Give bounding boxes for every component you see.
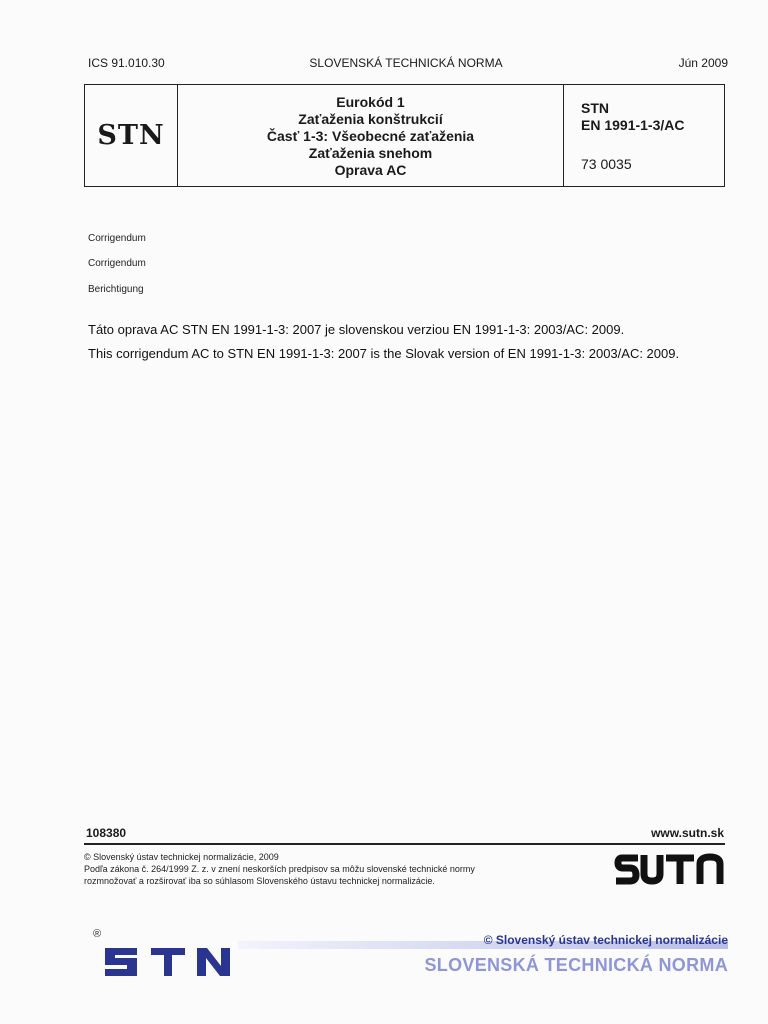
norma-banner: SLOVENSKÁ TECHNICKÁ NORMA xyxy=(424,955,728,975)
footer-divider xyxy=(84,843,725,845)
standard-title xyxy=(178,85,564,186)
language-title-en: Corrigendum xyxy=(88,233,146,244)
sutn-logo-icon xyxy=(614,852,726,886)
title-box xyxy=(84,84,725,187)
document-number: 108380 xyxy=(86,826,127,840)
stn-brand-logo-icon xyxy=(103,944,233,978)
body-text-english: This corrigendum AC to STN EN 1991-1-3: 2007 is the Slovak version of EN 1991-1-3: 2003/AC: 2009. xyxy=(88,346,680,361)
title-line: Zaťaženia konštrukcií xyxy=(298,111,443,127)
title-line: Eurokód 1 xyxy=(336,94,405,110)
copyright-note: © Slovenský ústav technickej normalizácie, 2009 xyxy=(84,852,279,862)
header-standard-name: SLOVENSKÁ TECHNICKÁ NORMA xyxy=(309,56,503,70)
stn-logo xyxy=(85,85,178,186)
website-link[interactable]: www.sutn.sk xyxy=(651,826,724,840)
sutn-copyright: © Slovenský ústav technickej normalizácie xyxy=(483,933,728,947)
standard-code-block xyxy=(564,85,724,186)
language-title-de: Berichtigung xyxy=(88,284,144,295)
publication-date: Jún 2009 xyxy=(678,56,728,70)
legal-note-line: rozmnožovať a rozširovať iba so súhlasom Slovenského ústavu technickej normalizácie. xyxy=(84,876,435,886)
title-line: Zaťaženia snehom xyxy=(308,145,433,161)
standard-code-prefix: STN xyxy=(581,100,609,116)
legal-note-line: Podľa zákona č. 264/1999 Z. z. v znení neskorších predpisov sa môžu slovenské technické normy xyxy=(84,864,475,874)
ics-code: ICS 91.010.30 xyxy=(88,56,165,70)
body-text-slovak: Táto oprava AC STN EN 1991-1-3: 2007 je slovenskou verziou EN 1991-1-3: 2003/AC: 2009. xyxy=(88,322,625,337)
registered-mark: ® xyxy=(93,928,102,940)
stn-logo-text: STN xyxy=(97,120,165,151)
class-number: 73 0035 xyxy=(581,156,632,172)
standard-code: EN 1991-1-3/AC xyxy=(581,117,685,133)
title-line: Oprava AC xyxy=(334,162,407,178)
language-title-fr: Corrigendum xyxy=(88,258,146,269)
title-line: Časť 1-3: Všeobecné zaťaženia xyxy=(266,128,475,144)
